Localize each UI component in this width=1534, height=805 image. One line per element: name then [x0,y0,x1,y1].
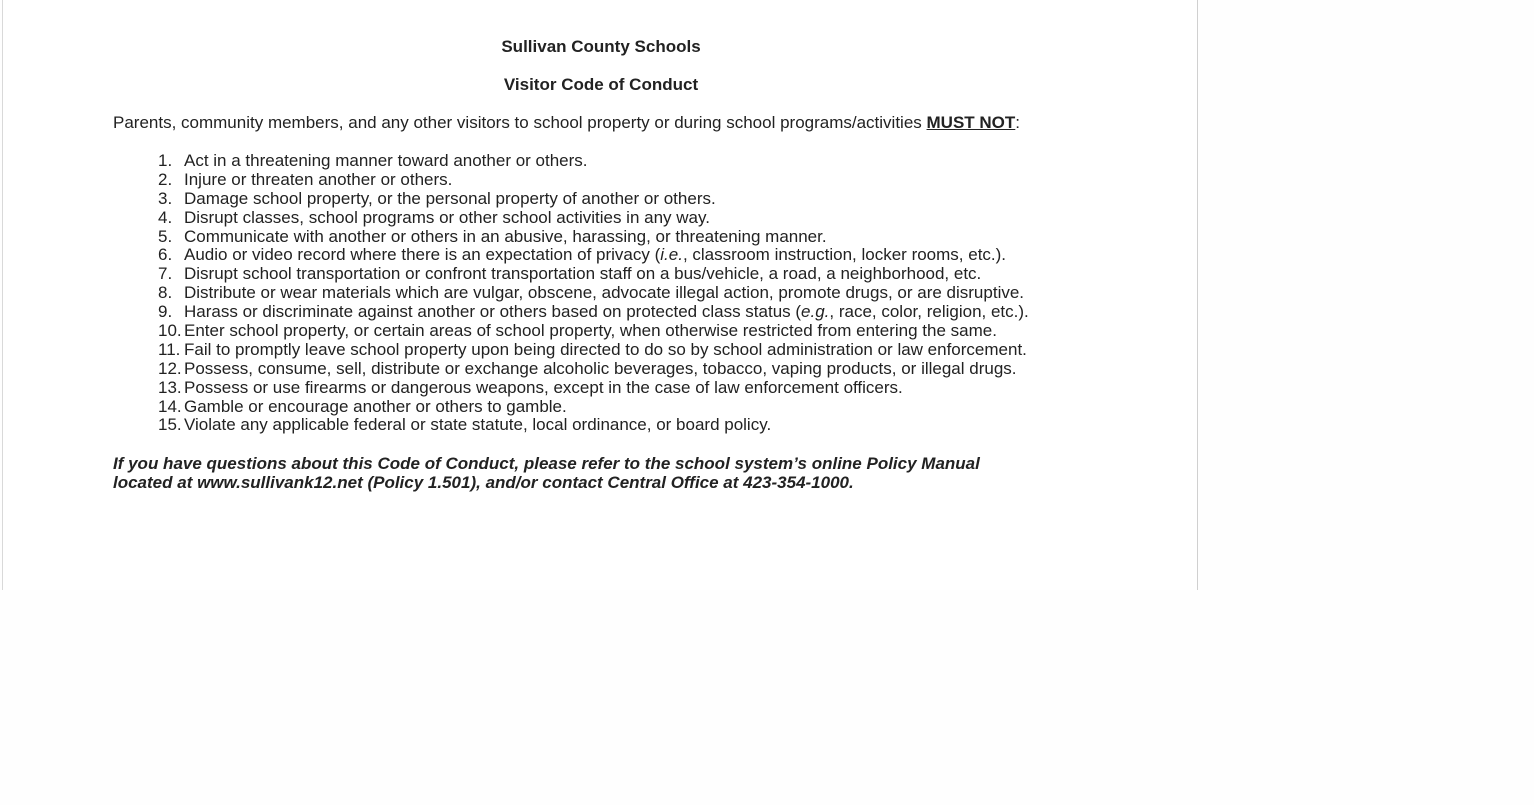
rule-number: 6. [158,245,173,265]
rule-text-part: Gamble or encourage another or others to gamble. [184,396,567,416]
document-subtitle: Visitor Code of Conduct [503,75,699,94]
rule-text-part: Act in a threatening manner toward another or others. [184,151,588,170]
rule-number: 7. [158,264,173,284]
rule-text [184,264,981,283]
rule-text [184,415,771,434]
rule-number: 13. [158,377,182,397]
rule-number: 15. [158,415,182,435]
rule-text [184,302,1029,321]
rule-text-part: Damage school property, or the personal property of another or others. [184,188,716,208]
rule-text-part: Distribute or wear materials which are vulgar, obscene, advocate illegal action, promote drugs, or are disruptive. [184,283,1025,303]
rule-number: 14. [158,396,182,416]
rule-text-italic: i.e. [660,245,683,265]
rule-text [184,208,710,227]
rule-number: 10. [158,321,182,341]
rule-text [184,170,452,189]
rule-text [184,397,567,416]
rule-text [184,283,1024,302]
rule-number: 12. [158,358,182,378]
rule-number: 9. [158,302,173,322]
footer-note [113,454,980,492]
rule-text [184,189,716,208]
rule-text [184,359,1017,378]
rule-text-part: Harass or discriminate against another or others based on protected class status ( [184,302,802,322]
intro-lead: Parents, community members, and any other visitors to school property or during school programs/activities [113,113,927,132]
rule-text-part: Injure or threaten another or others. [184,169,453,189]
rule-text-part: , race, color, religion, etc.). [829,302,1029,322]
rule-number: 2. [158,169,173,189]
rule-text-italic: e.g. [801,302,830,322]
rule-number: 3. [158,188,173,208]
intro-emphasis: MUST NOT [926,113,1016,132]
footer-line-2: located at www.sullivank12.net (Policy 1.501), and/or contact Central Office at 423-354-1000. [113,473,854,492]
rule-number: 1. [158,151,173,170]
rule-text-part: Disrupt classes, school programs or other school activities in any way. [184,207,710,227]
rule-text-part: Possess or use firearms or dangerous weapons, except in the case of law enforcement officers. [184,377,903,397]
rule-number: 5. [158,226,173,246]
rule-text-part: , classroom instruction, locker rooms, etc.). [682,245,1007,265]
rule-text [184,378,903,397]
footer-line-1: If you have questions about this Code of Conduct, please refer to the school system’s online Policy Manual [113,454,980,473]
rule-text-part: Disrupt school transportation or confront transportation staff on a bus/vehicle, a road, a neighborhood, etc. [184,264,982,284]
intro-paragraph [113,113,1020,133]
rule-text [184,321,997,340]
rule-number: 8. [158,283,173,303]
rule-number: 4. [158,207,173,227]
rule-text [184,245,1006,264]
rule-text-part: Audio or video record where there is an expectation of privacy ( [184,245,661,265]
intro-trail: : [1015,113,1021,132]
document-title: Sullivan County Schools [501,37,701,56]
rule-text-part: Communicate with another or others in an abusive, harassing, or threatening manner. [184,226,827,246]
rule-text [184,340,1027,359]
rule-text-part: Possess, consume, sell, distribute or exchange alcoholic beverages, tobacco, vaping products, or illegal drugs. [184,358,1017,378]
rule-text-part: Enter school property, or certain areas of school property, when otherwise restricted from entering the same. [184,321,997,341]
rule-text [184,151,588,170]
document-page [2,0,1198,590]
rule-number: 11. [158,339,181,359]
rule-text-part: Violate any applicable federal or state statute, local ordinance, or board policy. [184,415,772,435]
rule-text-part: Fail to promptly leave school property upon being directed to do so by school administration or law enforcement. [184,339,1027,359]
rule-text [184,227,827,246]
